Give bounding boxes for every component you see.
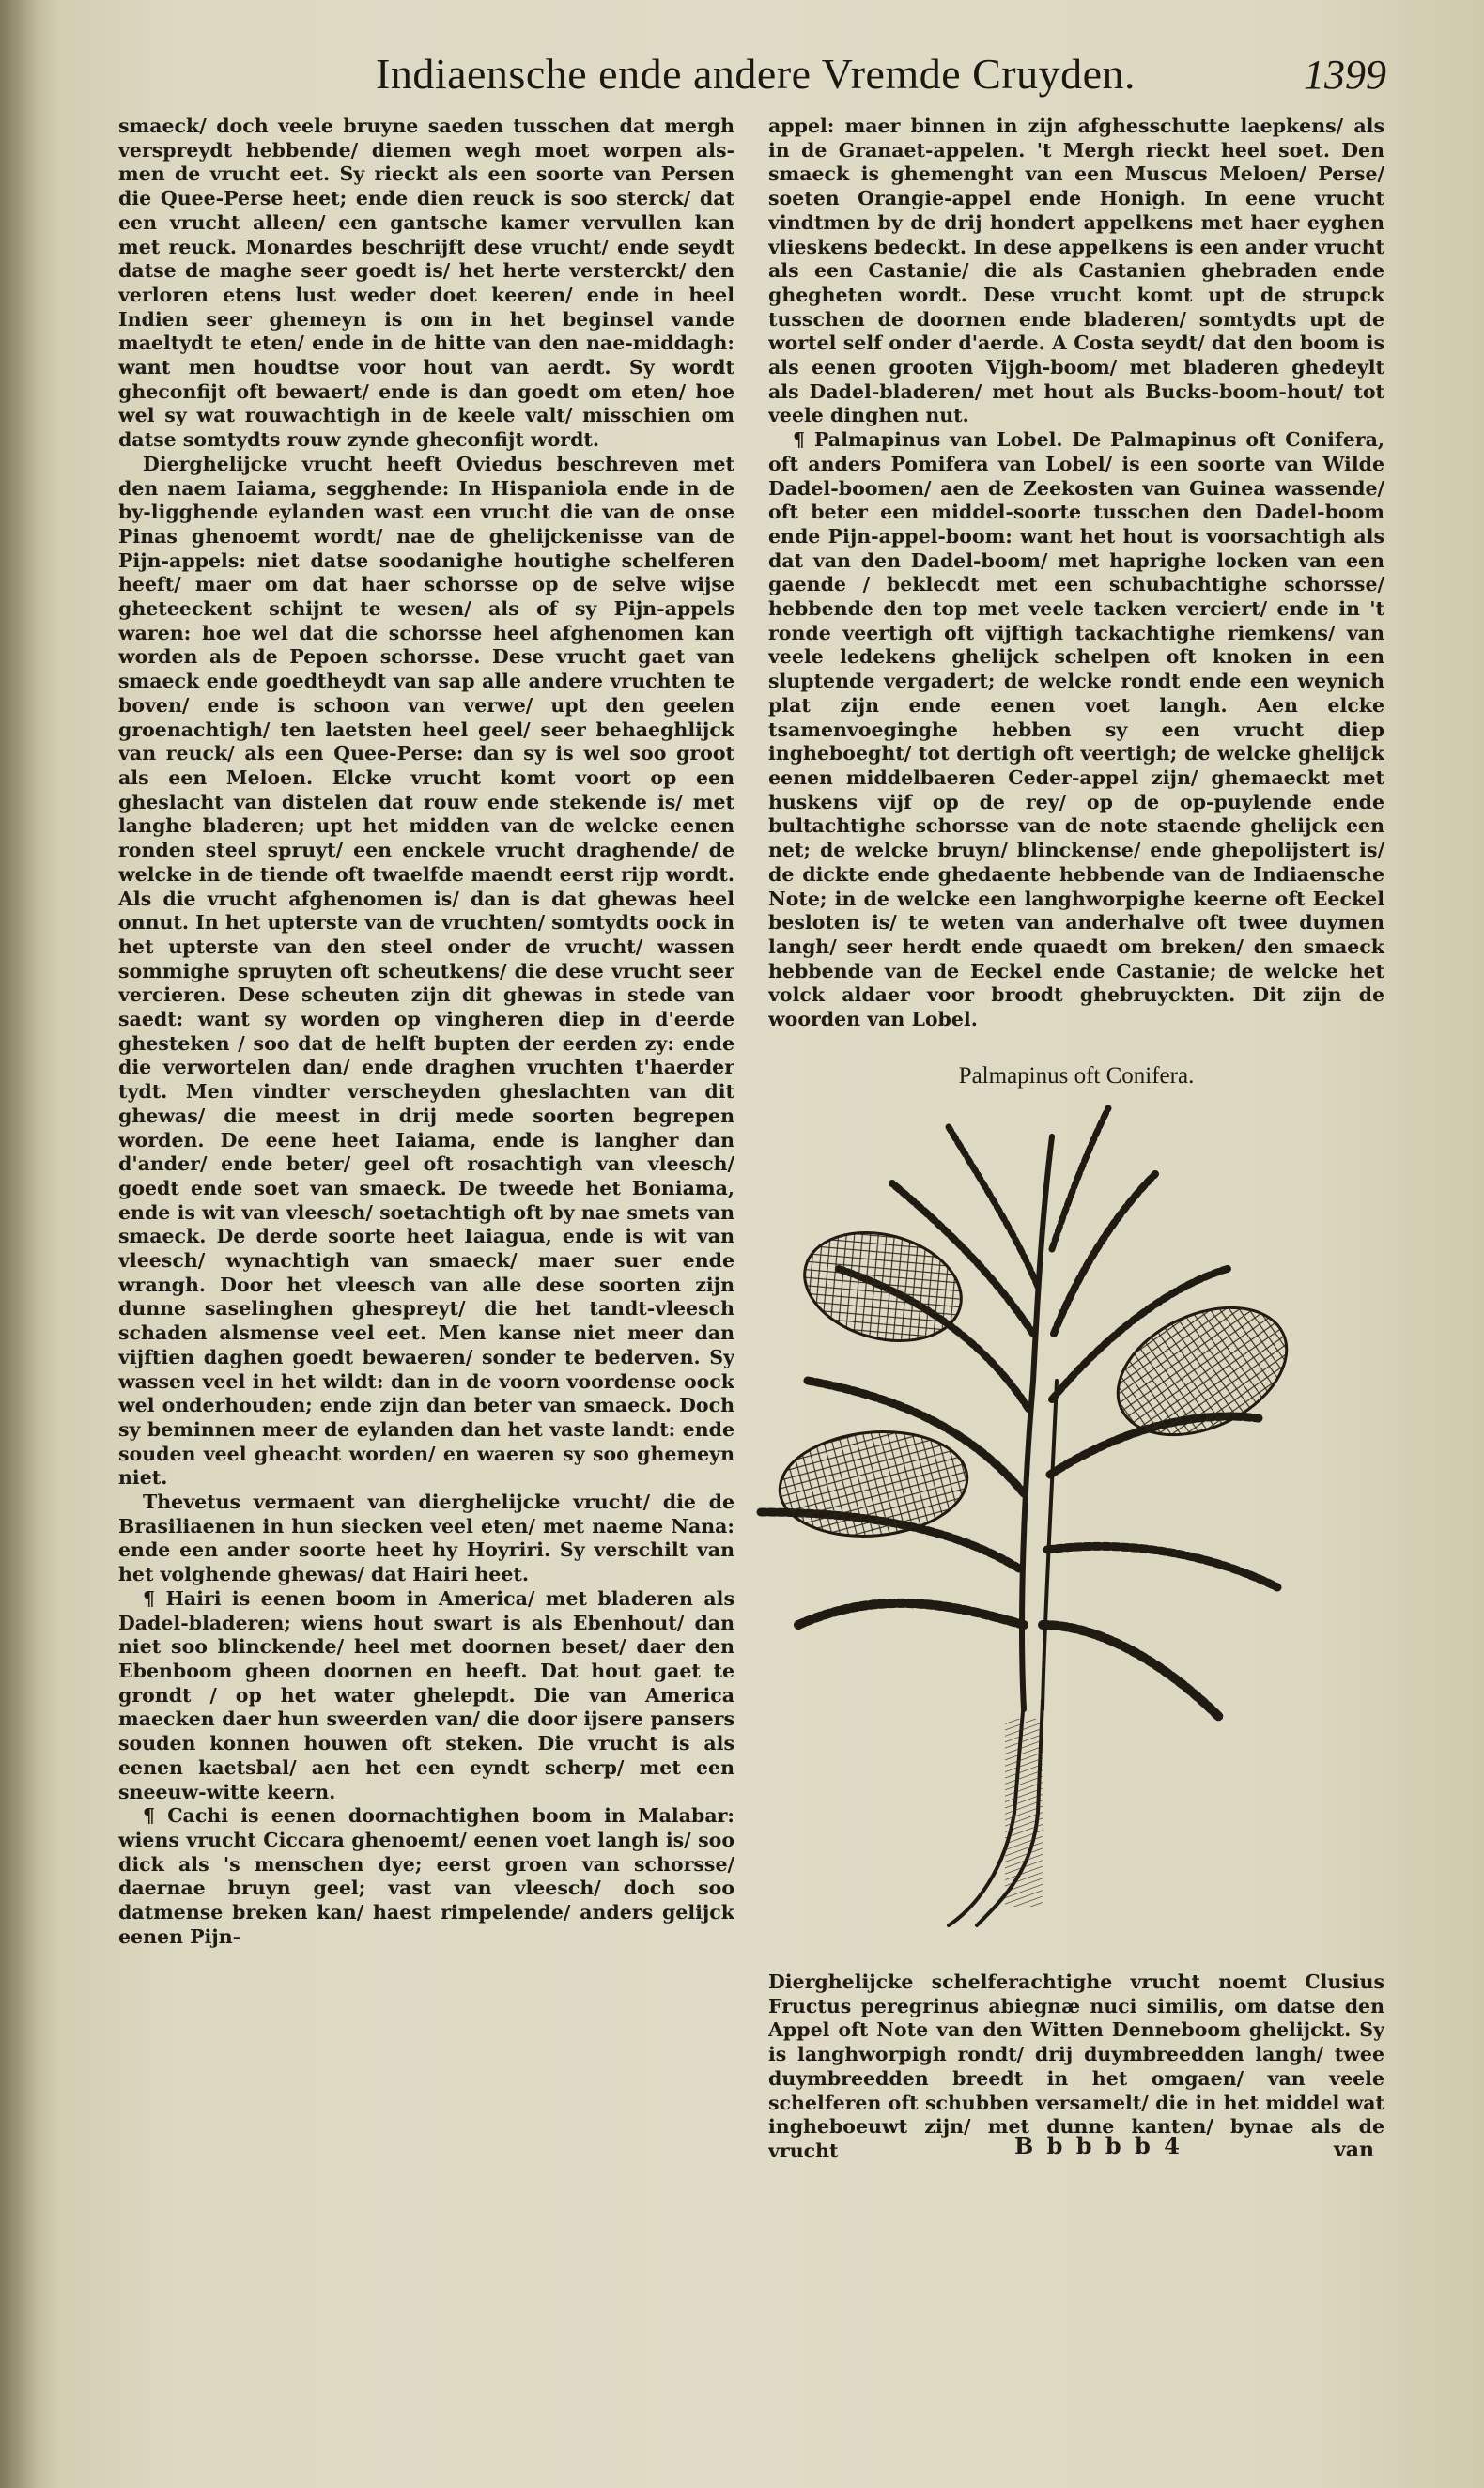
running-title: Indiaensche ende andere Vremde Cruyden. (376, 50, 1136, 98)
binding-shadow (0, 0, 38, 2488)
right-column-bottom (768, 1970, 1384, 2202)
paragraph: appel: maer binnen in zijn afghesschutte laepkens/ als in de Granaet-appelen. 't Mergh rieckt heel soet. Den smaeck is ghemenght van een Muscus Meloen/ Perse/ soeten Orangie-appel ende Honigh. In eene vrucht vindtmen by de drij hondert appelkens met haer eyghen vlieskens bedeckt. In dese appelkens is een ander vrucht als een Castanie/ die als Castanien ghebraden ende ghegheten wordt. Dese vrucht komt upt de strupck tusschen de doornen ende bladeren/ somtydts upt de wortel self onder d'aerde. A Costa seydt/ dat den boom is als eenen grooten Vijgh-boom/ met bladeren ghedeylt als Dadel-bladeren/ met hout als Bucks-boom-hout/ tot veele dinghen nut. (768, 115, 1384, 427)
paragraph: ¶ Palmapinus van Lobel. De Palmapinus oft Conifera, oft anders Pomifera van Lobel/ is een soorte van Wilde Dadel-boomen/ aen de Zeekosten van Guinea wassende/ oft beter een middel-soorte tusschen den Dadel-boom ende Pijn-appel-boom: want het hout is voorsachtigh als dat van den Dadel-boom/ met haprighe locken van een gaende / beklecdt met een schubachtighe schorsse/ hebbende den top met veele tacken verciert/ ende in 't ronde veertigh oft vijftigh tackachtighe riemkens/ van veele ledekens ghelijck schelpen oft knoken in een sluptende vergadert; de welcke rondt ende een weynich plat zijn ende eenen voet langh. Aen elcke tsamenvoeginghe hebben sy een vrucht diep ingheboeght/ tot dertigh oft veertigh; de welcke ghelijck eenen middelbaeren Ceder-appel zijn/ ghemaeckt met huskens vijf op de rey/ op de op-puylende ende bultachtighe schorsse van de note staende ghelijck een net; de welcke bruyn/ blinckense/ ende ghepolijstert is/ de dickte ende ghedaente hebbende van de Indiaensche Note; in de welcke een langhworpighe keerne oft Eeckel besloten is/ te weten van anderhalve oft twee duymen langh/ seer herdt ende quaedt om breken/ den smaeck hebbende van de Eeckel ende Castanie; de welcke het volck aldaer voor broodt ghebruyckten. Dit zijn de woorden van Lobel. (768, 428, 1384, 1031)
left-column (118, 115, 734, 2151)
running-header (0, 49, 1484, 115)
paragraph: Dierghelijcke schelferachtighe vrucht noemt Clusius Fructus peregrinus abiegnæ nuci similis, om datse den Appel oft Note van den Witten Denneboom ghelijckt. Sy is langhworpigh rondt/ drij duymbreedden langh/ twee duymbreedden breedt in het omgaen/ van veele schelferen oft schubben versamelt/ die in het middel wat ingheboeuwt zijn/ met dunne kanten/ bynae als de vrucht (768, 1970, 1384, 2162)
figure-caption: Palmapinus oft Conifera. (958, 1063, 1195, 1089)
right-column-top (768, 115, 1384, 1054)
page-number: 1399 (1304, 52, 1386, 98)
catchword: van (1334, 2138, 1375, 2162)
paragraph: Thevetus vermaent van dierghelijcke vrucht/ die de Brasiliaenen in hun siecken veel eten/ met naeme Nana: ende een ander soorte heet hy Hoyriri. Sy verschilt van het volghende ghewas/ dat Hairi heet. (118, 1491, 734, 1586)
signature-mark: B b b b b 4 (1014, 2132, 1183, 2159)
palmapinus-woodcut-illustration (695, 1099, 1353, 1944)
paragraph: Dierghelijcke vrucht heeft Oviedus beschreven met den naem Iaiama, segghende: In Hispaniola ende in de by-ligghende eylanden wast een vrucht die van de onse Pinas ghenoemt wordt/ nae de ghelijckenisse van de Pijn-appels: niet datse soodanighe houtighe schelferen heeft/ maer om dat haer schorsse op de selve wijse gheteeckent schijnt te wesen/ als of sy Pijn-appels waren: hoe wel dat die schorsse heel afghenomen kan worden als de Pepoen schorsse. Dese vrucht gaet van smaeck ende goedtheydt van sap alle andere vruchten te boven/ ende is schoon van verwe/ upt den geelen groenachtigh/ ten laetsten heel geel/ seer behaeghlijck van reuck/ als een Quee-Perse: dan sy is wel soo groot als een Meloen. Elcke vrucht komt voort op een gheslacht van distelen dat rouw ende stekende is/ met langhe bladeren; upt het midden van de welcke eenen ronden steel spruyt/ een enckele vrucht draghende/ de welcke in de tiende oft twaelfde maendt eerst rijp wordt. Als die vrucht afghenomen is/ dan is dat ghewas heel onnut. In het upterste van de vruchten/ somtydts oock in het upterste van den steel onder de vrucht/ wassen sommighe spruyten oft scheutkens/ die dese vrucht seer vercieren. Dese scheuten zijn dit ghewas in stede van saedt: want sy worden op vingheren diep in d'eerde ghesteken / soo dat de helft bupten der eerden zy: ende die verwortelen dan/ ende draghen vruchten t'haerder tydt. Men vindter verscheyden gheslachten van dit ghewas/ die meest in drij mede soorten begrepen worden. De eene heet Iaiama, ende is langher dan d'ander/ ende beter/ geel oft rosachtigh van vleesch/ goedt ende soet van smaeck. De tweede het Boniama, ende is wit van vleesch/ soetachtigh oft by nae smets van smaeck. De derde soorte heet Iaiagua, ende is wit van vleesch/ wynachtigh van smaeck/ maer suer ende wrangh. Door het vleesch van alle dese soorten zijn dunne saselinghen ghespreyt/ die het tandt-vleesch schaden alsmense veel eet. Men kanse niet meer dan vijftien daghen goedt bewaeren/ sonder te bederven. Sy wassen veel in het wildt: dan in de voorn voordense oock wel onderhouden; ende zijn dan beter van smaeck. Doch sy beminnen meer de eylanden dan het vaste landt: ende souden veel gheacht worden/ en waeren sy soo ghemeyn niet. (118, 452, 734, 1490)
paragraph: smaeck/ doch veele bruyne saeden tusschen dat mergh verspreydt hebbende/ diemen wegh moet worpen als-men de vrucht eet. Sy rieckt als een soorte van Persen die Quee-Perse heet; ende dien reuck is soo sterck/ dat een vrucht alleen/ een gantsche kamer vervullen kan met reuck. Monardes beschrijft dese vrucht/ ende seydt datse de maghe seer goedt is/ het herte versterckt/ den verloren etens lust weder doet keeren/ ende in heel Indien seer ghemeyn is om in het beginsel vande maeltydt te eten/ ende in de hitte van den nae-middagh: want men houdtse voor hout van aerdt. Sy wordt gheconfijt oft bewaert/ ende is dan goedt om eten/ hoe wel sy wat rouwachtigh in de keele valt/ misschien om datse somtydts rouw zynde gheconfijt wordt. (118, 115, 734, 452)
paragraph: ¶ Cachi is eenen doornachtighen boom in Malabar: wiens vrucht Ciccara ghenoemt/ eenen voet langh is/ soo dick als 's menschen dye; eerst groen van schorsse/ daernae bruyn geel; vast van vleesch/ doch soo datmense breken kan/ haest rimpelende/ anders gelijck eenen Pijn- (118, 1804, 734, 1948)
paragraph: ¶ Hairi is eenen boom in America/ met bladeren als Dadel-bladeren; wiens hout swart is als Ebenhout/ dan niet soo blinckende/ heel met doornen beset/ daer den Ebenboom gheen doornen en heeft. Dat hout gaet te grondt / op het water ghelepdt. Die van America maecken daer hun sweerden van/ die door ijsere pansers souden konnen houwen oft steken. Die vrucht is als eenen kaetsbal/ aen het een eyndt scherp/ met een sneeuw-witte keern. (118, 1586, 734, 1803)
